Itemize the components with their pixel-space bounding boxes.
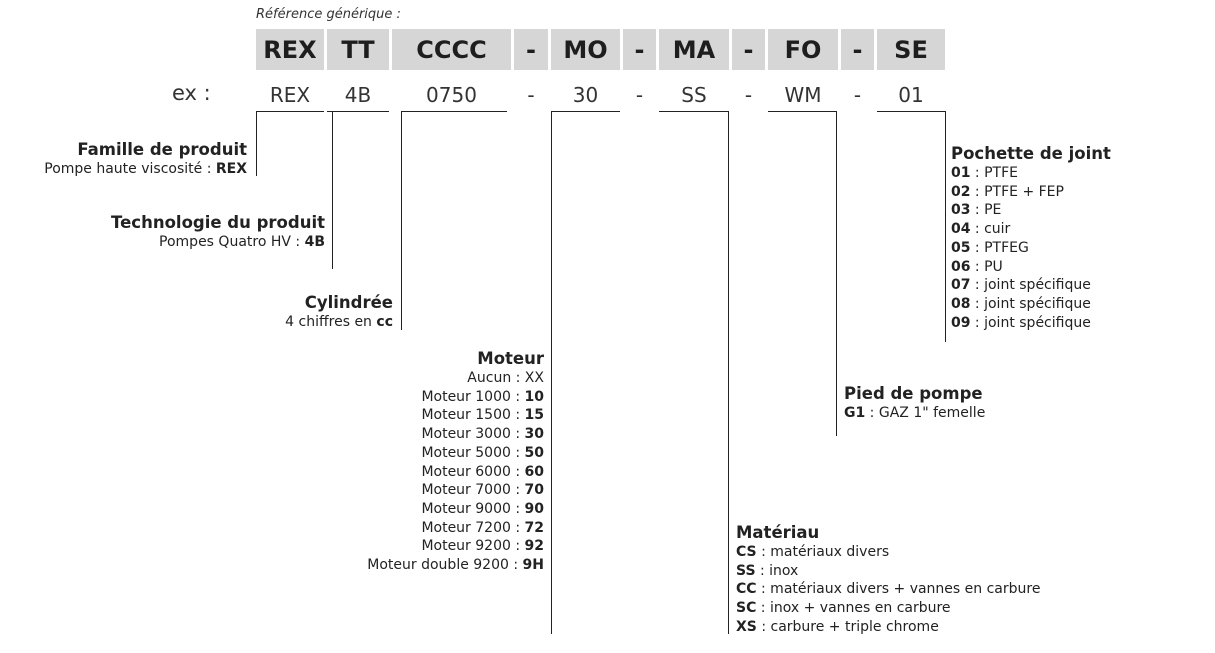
- header-cell-tt: TT: [327, 29, 389, 70]
- header-cell-mo: MO: [551, 29, 620, 70]
- underline-rex: [256, 111, 324, 112]
- moteur-line: Moteur 1000 : 10: [421, 388, 544, 405]
- pochette-line: 06 : PU: [951, 258, 1003, 275]
- moteur-title: Moteur: [477, 349, 544, 368]
- leader-line-pied: [836, 111, 837, 436]
- pied-title: Pied de pompe: [844, 384, 983, 403]
- pochette-title: Pochette de joint: [951, 144, 1111, 163]
- technologie-block: [111, 213, 325, 252]
- cylindree-block: [285, 293, 393, 332]
- header-cell-cccc: CCCC: [392, 29, 511, 70]
- underline-fo: [768, 111, 836, 112]
- underline-tt: [327, 111, 389, 112]
- pochette-line: 01 : PTFE: [951, 165, 1018, 181]
- technologie-line: Pompes Quatro HV : 4B: [159, 234, 325, 250]
- example-sep-3: -: [744, 83, 753, 107]
- pochette-line: 07 : joint spécifique: [951, 277, 1091, 294]
- moteur-line: Aucun : XX: [467, 370, 544, 386]
- leader-line-materiau: [728, 111, 729, 634]
- leader-line-cylindree: [401, 111, 402, 330]
- materiau-line: XS : carbure + triple chrome: [736, 618, 939, 635]
- moteur-line: Moteur 1500 : 15: [421, 407, 544, 424]
- leader-line-famille: [256, 111, 257, 176]
- materiau-line: SS : inox: [736, 562, 799, 579]
- materiau-line: CC : matériaux divers + vannes en carbure: [736, 581, 1041, 598]
- example-label: ex :: [172, 81, 211, 105]
- underline-ma: [659, 111, 729, 112]
- moteur-line: Moteur double 9200 : 9H: [367, 557, 544, 574]
- famille-line: Pompe haute viscosité : REX: [44, 161, 247, 177]
- example-value-tt: 4B: [344, 83, 372, 107]
- example-sep-2: -: [635, 83, 644, 107]
- moteur-line: Moteur 6000 : 60: [421, 463, 544, 480]
- example-value-fo: WM: [784, 83, 822, 107]
- underline-se: [877, 111, 945, 112]
- underline-mo: [551, 111, 620, 112]
- famille-title: Famille de produit: [77, 140, 247, 159]
- moteur-line: Moteur 9200 : 92: [421, 538, 544, 555]
- leader-line-technologie: [332, 111, 333, 269]
- pochette-line: 03 : PE: [951, 202, 1002, 219]
- header-sep-4: -: [841, 29, 874, 70]
- moteur-line: Moteur 7200 : 72: [421, 519, 544, 536]
- pied-line: G1 : GAZ 1" femelle: [844, 405, 986, 421]
- moteur-line: Moteur 9000 : 90: [421, 500, 544, 517]
- technologie-title: Technologie du produit: [111, 213, 325, 232]
- leader-line-moteur: [551, 111, 552, 634]
- cylindree-title: Cylindrée: [304, 293, 393, 312]
- pied-block: [844, 384, 985, 423]
- header-cell-rex: REX: [256, 29, 324, 70]
- example-value-rex: REX: [269, 83, 311, 107]
- header-sep-3: -: [732, 29, 765, 70]
- example-sep-1: -: [527, 83, 535, 107]
- materiau-title: Matériau: [736, 523, 820, 542]
- moteur-line: Moteur 3000 : 30: [421, 426, 544, 443]
- example-value-mo: 30: [572, 83, 599, 107]
- header-sep-2: -: [623, 29, 656, 70]
- example-sep-4: -: [853, 83, 862, 107]
- pochette-block: [951, 144, 1111, 332]
- leader-line-pochette: [945, 111, 946, 342]
- example-value-ma: SS: [681, 83, 707, 107]
- pochette-line: 09 : joint spécifique: [951, 314, 1091, 331]
- pochette-line: 08 : joint spécifique: [951, 295, 1091, 312]
- pochette-line: 04 : cuir: [951, 221, 1011, 238]
- example-value-se: 01: [898, 83, 924, 107]
- moteur-block: [367, 349, 544, 575]
- materiau-line: CS : matériaux divers: [736, 544, 890, 560]
- header-cell-ma: MA: [659, 29, 729, 70]
- header-sep-1: -: [514, 29, 548, 70]
- pochette-line: 05 : PTFEG: [951, 239, 1029, 256]
- header-cell-fo: FO: [768, 29, 838, 70]
- materiau-block: [736, 523, 1040, 637]
- moteur-line: Moteur 7000 : 70: [421, 482, 544, 499]
- pochette-line: 02 : PTFE + FEP: [951, 183, 1064, 200]
- moteur-line: Moteur 5000 : 50: [421, 444, 544, 461]
- example-value-cccc: 0750: [426, 83, 477, 107]
- underline-cccc: [401, 111, 507, 112]
- reference-title: Référence générique :: [256, 7, 401, 22]
- header-cell-se: SE: [877, 29, 945, 70]
- famille-block: [44, 140, 247, 179]
- cylindree-line: 4 chiffres en cc: [285, 314, 393, 330]
- materiau-line: SC : inox + vannes en carbure: [736, 600, 951, 617]
